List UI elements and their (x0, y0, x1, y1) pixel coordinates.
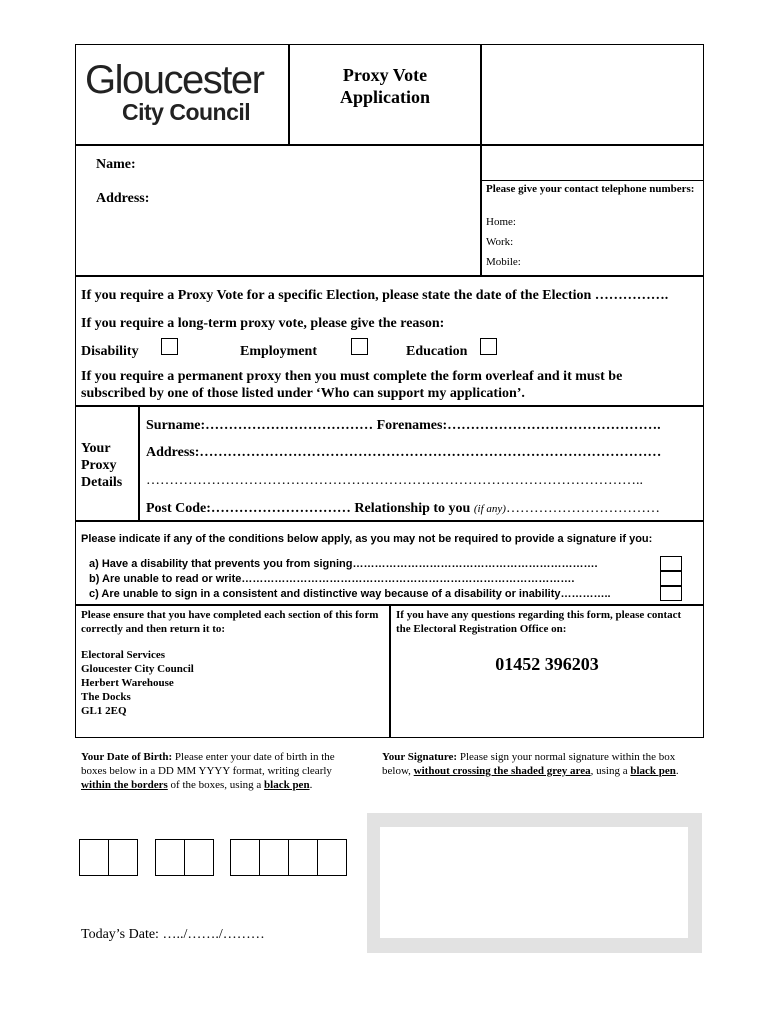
form-title (290, 64, 480, 108)
dob-text: of the boxes, using a (167, 779, 265, 791)
dob-year-digit[interactable] (259, 839, 289, 876)
signature-box[interactable] (380, 827, 688, 938)
return-address-line: Electoral Services (81, 649, 165, 661)
dob-text: Please enter your date of birth in the boxes below in a DD MM YYYY format, writing clearly (81, 751, 335, 777)
form-title-line2: Application (339, 87, 431, 107)
reason-education-label: Education (406, 344, 468, 359)
phone-mobile-label[interactable]: Mobile: (486, 256, 521, 268)
signature-end: . (675, 765, 679, 777)
proxy-label-line2: Proxy (81, 458, 117, 473)
condition-b: b) Are unable to read or write………………………………………………………………………………. (89, 573, 575, 585)
return-address-line: GL1 2EQ (81, 705, 127, 717)
divider (75, 405, 704, 407)
signature-shaded-warning: without crossing the shaded grey area (413, 765, 591, 777)
dob-year-digit[interactable] (317, 839, 347, 876)
signature-black-pen: black pen (630, 765, 676, 777)
proxy-label-line1: Your (81, 441, 111, 456)
divider (75, 275, 704, 277)
office-phone-number: 01452 396203 (495, 654, 599, 674)
logo-text-city-council: City Council (122, 99, 251, 125)
signature-text: , using a (590, 765, 631, 777)
specific-election-prompt[interactable]: If you require a Proxy Vote for a specific Election, please state the date of the Election ……………. (81, 288, 669, 303)
if-any-note: (if any) (473, 503, 506, 515)
return-instruction: Please ensure that you have completed each section of this form correctly and then return it to: (81, 609, 379, 635)
questions-note: If you have any questions regarding this form, please contact the Electoral Registration Office on: (396, 609, 682, 635)
proxy-surname-forenames-field[interactable]: Surname:……………………………… Forenames:………………………………………. (146, 418, 661, 433)
form-title-line1: Proxy Vote (342, 65, 428, 85)
phone-work-label[interactable]: Work: (486, 236, 514, 248)
dob-within-borders: within the borders (81, 779, 168, 791)
dob-instructions (81, 750, 351, 792)
divider (75, 520, 704, 522)
council-logo (85, 60, 280, 124)
dob-black-pen: black pen (264, 779, 310, 791)
divider (480, 44, 482, 144)
condition-b-checkbox[interactable] (660, 571, 682, 586)
dob-label: Your Date of Birth: (81, 751, 173, 763)
proxy-address-field-line2[interactable]: …………………………………………………………………………………………….. (146, 473, 643, 488)
dob-day-digit[interactable] (108, 839, 138, 876)
signature-instructions (382, 750, 692, 778)
reason-education-checkbox[interactable] (480, 338, 497, 355)
name-address-field[interactable] (160, 150, 475, 270)
divider (75, 144, 704, 146)
return-address-line: Gloucester City Council (81, 663, 194, 675)
phone-home-label[interactable]: Home: (486, 216, 516, 228)
relationship-dots: …………………………… (505, 501, 660, 516)
condition-c-checkbox[interactable] (660, 586, 682, 601)
divider (480, 144, 482, 275)
signature-text: Please sign your normal signature within the box below, (382, 751, 676, 777)
postcode-label: Post Code:………………………… Relationship to you (146, 501, 471, 516)
longterm-prompt: If you require a long-term proxy vote, please give the reason: (81, 316, 445, 331)
proxy-label-line3: Details (81, 475, 123, 490)
proxy-address-field[interactable]: Address:……………………………………………………………………………………… (146, 445, 662, 460)
reason-disability-label: Disability (81, 344, 139, 359)
reason-employment-label: Employment (240, 344, 317, 359)
dob-month-digit[interactable] (155, 839, 185, 876)
reason-disability-checkbox[interactable] (161, 338, 178, 355)
proxy-details-label (81, 440, 122, 491)
reason-employment-checkbox[interactable] (351, 338, 368, 355)
todays-date[interactable]: Today’s Date: …../……./……… (81, 927, 265, 942)
signature-label: Your Signature: (382, 751, 458, 763)
return-address-line: Herbert Warehouse (81, 677, 174, 689)
address-label: Address: (96, 191, 150, 206)
phone-prompt: Please give your contact telephone numbers: (486, 183, 695, 195)
divider (138, 405, 140, 520)
condition-a-checkbox[interactable] (660, 556, 682, 571)
dob-year-digit[interactable] (288, 839, 318, 876)
name-label: Name: (96, 157, 136, 172)
return-address-line: The Docks (81, 691, 131, 703)
permanent-proxy-note: If you require a permanent proxy then you must complete the form overleaf and it must be subscribed by one of those listed under ‘Who can support my application’. (81, 369, 623, 401)
logo-text-gloucester: Gloucester (85, 58, 264, 102)
condition-a: a) Have a disability that prevents you from signing…………………………………………………………. (89, 558, 598, 570)
condition-c: c) Are unable to sign in a consistent and distinctive way because of a disability or inability………….. (89, 588, 611, 600)
proxy-postcode-relationship[interactable] (146, 501, 660, 517)
divider (480, 180, 704, 181)
dob-day-digit[interactable] (79, 839, 109, 876)
dob-year-digit[interactable] (230, 839, 260, 876)
dob-month-digit[interactable] (184, 839, 214, 876)
conditions-heading: Please indicate if any of the conditions below apply, as you may not be required to provide a signature if you: (81, 533, 653, 545)
dob-end: . (309, 779, 313, 791)
return-address (81, 648, 194, 718)
